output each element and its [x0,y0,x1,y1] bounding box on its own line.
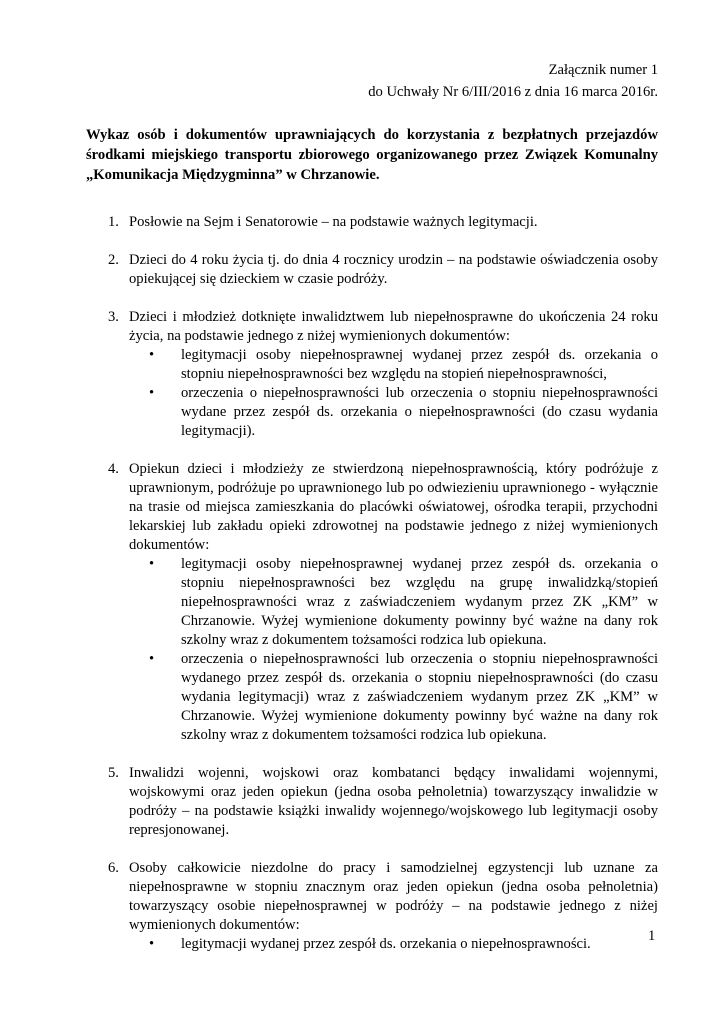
document-bullet-list [129,555,658,745]
annex-resolution: do Uchwały Nr 6/III/2016 z dnia 16 marca 2016r. [368,84,658,100]
item-text: Osoby całkowicie niezdolne do pracy i samodzielnej egzystencji lub uznane za niepełnosprawne w stopniu znacznym oraz jeden opiekun (jedna osoba pełnoletnia) towarzyszący osobie niepełnosprawnej w podróży – na podstawie jednego z niżej wymienionych dokumentów: [129,860,658,933]
bullet-icon: • [149,347,155,363]
bullet-item [129,384,658,441]
annex-header [368,59,658,103]
bullet-text: orzeczenia o niepełnosprawności lub orzeczenia o stopniu niepełnosprawności wydane przez zespół ds. orzekania o niepełnosprawności (do czasu wydania legitymacji). [181,385,658,439]
item-number: 4. [108,461,119,477]
bullet-item [129,346,658,384]
document-bullet-list [129,935,658,954]
list-item [86,308,658,441]
bullet-text: legitymacji osoby niepełnosprawnej wydanej przez zespół ds. orzekania o stopniu niepełnosprawności bez względu na grupę inwalidzką/stopień niepełnosprawności wraz z zaświadczeniem wydanym przez ZK „KM” w Chrzanowie. Wyżej wymienione dokumenty powinny być ważne na dany rok szkolny wraz z dokumentem tożsamości rodzica lub opiekuna. [181,556,658,648]
list-item [86,460,658,745]
item-text: Opiekun dzieci i młodzieży ze stwierdzoną niepełnosprawnością, który podróżuje z uprawnionym, podróżuje po uprawnionego lub po odwiezieniu uprawnionego - wyłącznie na trasie od miejsca zamieszkania do placówki oświatowej, ośrodka terapii, przychodni lekarskiej lub zakładu opieki zdrowotnej na podstawie jednego z niżej wymienionych dokumentów: [129,461,658,553]
document-title: Wykaz osób i dokumentów uprawniających do korzystania z bezpłatnych przejazdów środkami miejskiego transportu zbiorowego organizowanego przez Związek Komunalny „Komunikacja Międzygminna” w Chrzanowie. [86,127,658,183]
eligibility-list [86,213,658,954]
item-number: 1. [108,214,119,230]
page-number: 1 [648,928,656,944]
annex-number: Załącznik numer 1 [548,62,658,78]
item-number: 3. [108,309,119,325]
item-number: 6. [108,860,119,876]
item-number: 5. [108,765,119,781]
item-text: Inwalidzi wojenni, wojskowi oraz kombatanci będący inwalidami wojennymi, wojskowymi oraz jeden opiekun (jedna osoba pełnoletnia) towarzyszący inwalidzie w podróży – na podstawie książki inwalidy wojennego/wojskowego lub legitymacji osoby represjonowanej. [129,765,658,838]
bullet-icon: • [149,651,155,667]
list-item [86,213,658,232]
bullet-text: legitymacji osoby niepełnosprawnej wydanej przez zespół ds. orzekania o stopniu niepełnosprawności bez względu na stopień niepełnosprawności, [181,347,658,382]
item-text: Dzieci i młodzież dotknięte inwalidztwem lub niepełnosprawne do ukończenia 24 roku życia, na podstawie jednego z niżej wymienionych dokumentów: [129,309,658,344]
list-item [86,859,658,954]
bullet-icon: • [149,936,155,952]
item-number: 2. [108,252,119,268]
document-bullet-list [129,346,658,441]
bullet-item [129,555,658,650]
bullet-item [129,935,658,954]
bullet-item [129,650,658,745]
item-text: Dzieci do 4 roku życia tj. do dnia 4 rocznicy urodzin – na podstawie oświadczenia osoby opiekującej się dzieckiem w czasie podróży. [129,252,658,287]
list-item [86,764,658,840]
item-text: Posłowie na Sejm i Senatorowie – na podstawie ważnych legitymacji. [129,214,538,230]
bullet-text: legitymacji wydanej przez zespół ds. orzekania o niepełnosprawności. [181,936,591,952]
bullet-text: orzeczenia o niepełnosprawności lub orzeczenia o stopniu niepełnosprawności wydanego przez zespół ds. orzekania o stopniu niepełnosprawności (do czasu wydania legitymacji) wraz z zaświadczeniem wydanym przez ZK „KM” w Chrzanowie. Wyżej wymienione dokumenty powinny być ważne na dany rok szkolny wraz z dokumentem tożsamości rodzica lub opiekuna. [181,651,658,743]
list-item [86,251,658,289]
bullet-icon: • [149,385,155,401]
bullet-icon: • [149,556,155,572]
